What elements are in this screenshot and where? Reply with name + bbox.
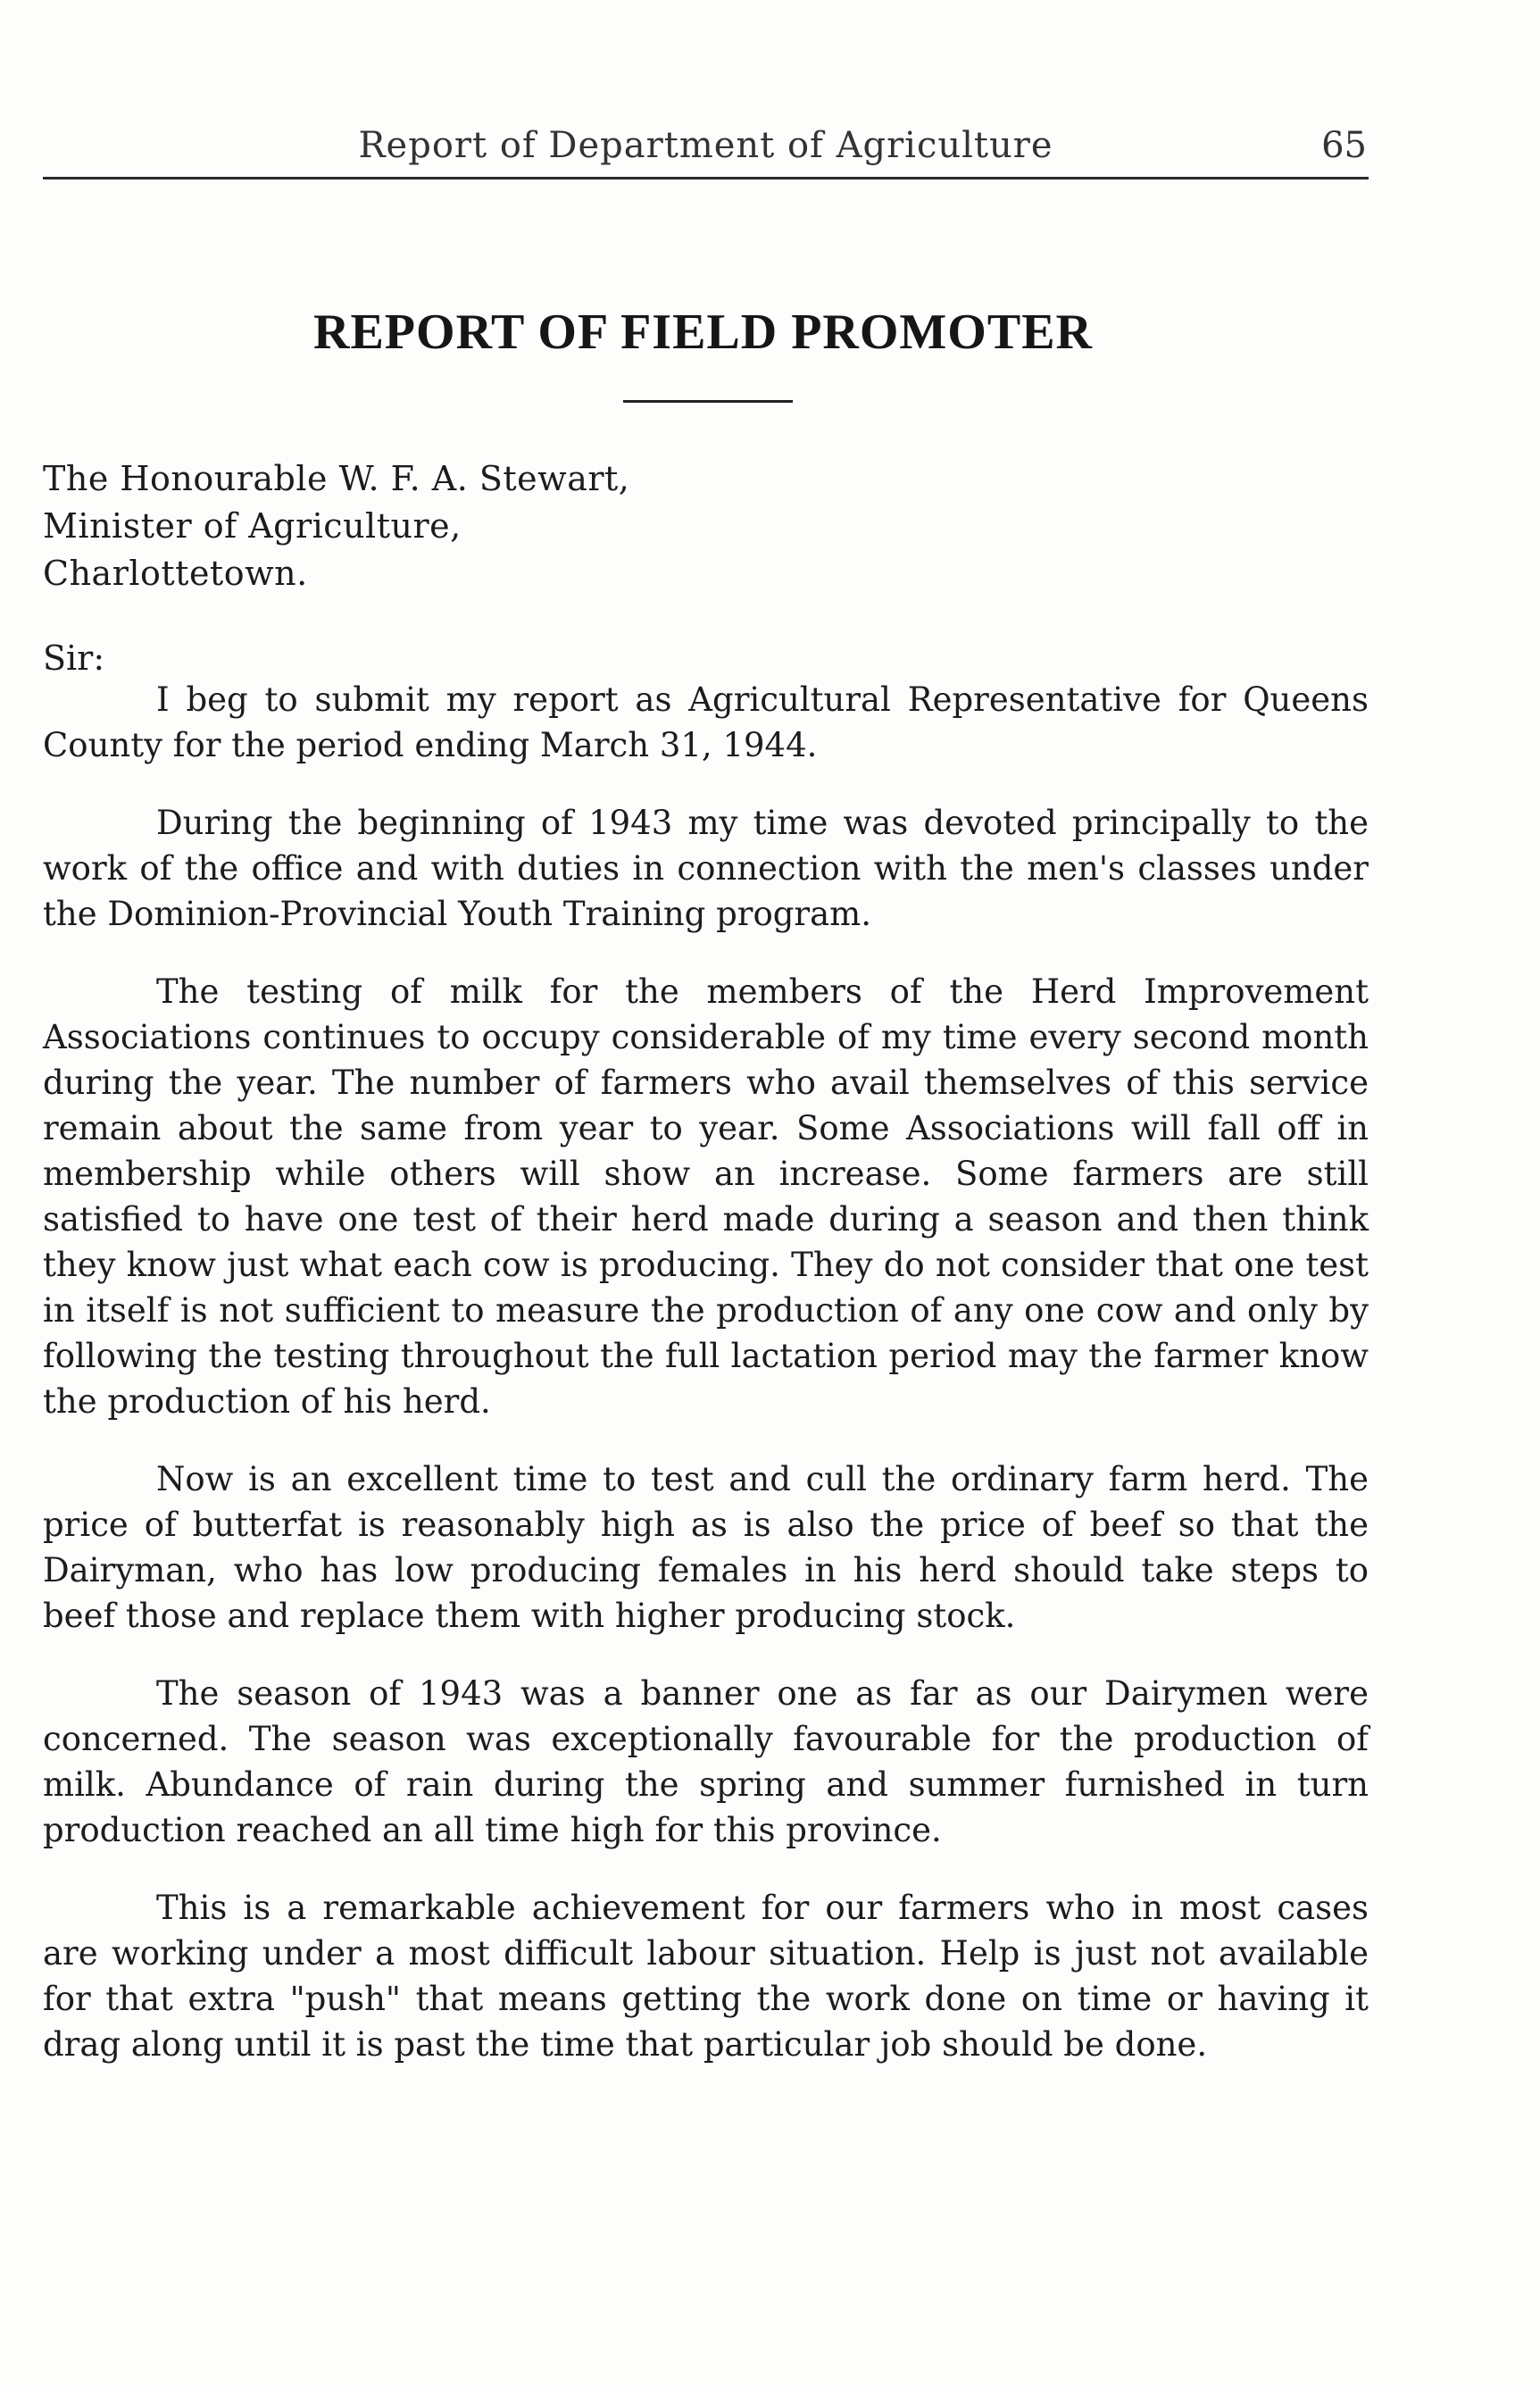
address-block <box>43 455 629 597</box>
paragraph-season-1943: The season of 1943 was a banner one as far as our Dairymen were concerned. The season was exceptionally favourable for the production of milk. Abundance of rain during the spring and summer furnished in turn production reached an all time high for this province. <box>43 1674 1369 1849</box>
report-title: REPORT OF FIELD PROMOTER <box>313 305 1093 360</box>
salutation: Sir: <box>43 638 105 678</box>
paragraph-cull-herd: Now is an excellent time to test and cull the ordinary farm herd. The price of butterfat is reasonably high as is also the price of beef so that the Dairyman, who has low producing females in his herd should take steps to beef those and replace them with higher producing stock. <box>43 1460 1369 1635</box>
running-header <box>43 125 1369 179</box>
address-line-recipient: The Honourable W. F. A. Stewart, <box>43 459 630 498</box>
paragraph-achievement: This is a remarkable achievement for our farmers who in most cases are working under a most difficult labour situation. Help is just not available for that extra "push" that means getting the work done on time or having it drag along until it is past the time that particular job should be done. <box>43 1889 1369 2064</box>
paragraph-submission: I beg to submit my report as Agricultural Representative for Queens County for the period ending March 31, 1944. <box>43 680 1369 764</box>
address-line-city: Charlottetown. <box>43 554 308 593</box>
running-header-title: Report of Department of Agriculture <box>358 125 1053 166</box>
address-line-office: Minister of Agriculture, <box>43 506 462 546</box>
paragraph-early-1943: During the beginning of 1943 my time was devoted principally to the work of the office and with duties in connection with the men's classes under the Dominion-Provincial Youth Training program. <box>43 804 1369 933</box>
page-number: 65 <box>1321 125 1367 166</box>
report-body <box>43 677 1369 2099</box>
paragraph-milk-testing: The testing of milk for the members of the Herd Improvement Associations continues to occupy considerable of my time every second month during the year. The number of farmers who avail themselves of this service remain about the same from year to year. Some Associations will fall off in membership while others will show an increase. Some farmers are still satisfied to have one test of their herd made during a season and then think they know just what each cow is producing. They do not consider that one test in itself is not sufficient to measure the production of any one cow and only by following the testing throughout the full lactation period may the farmer know the production of his herd. <box>43 972 1369 1421</box>
title-divider <box>623 400 793 403</box>
